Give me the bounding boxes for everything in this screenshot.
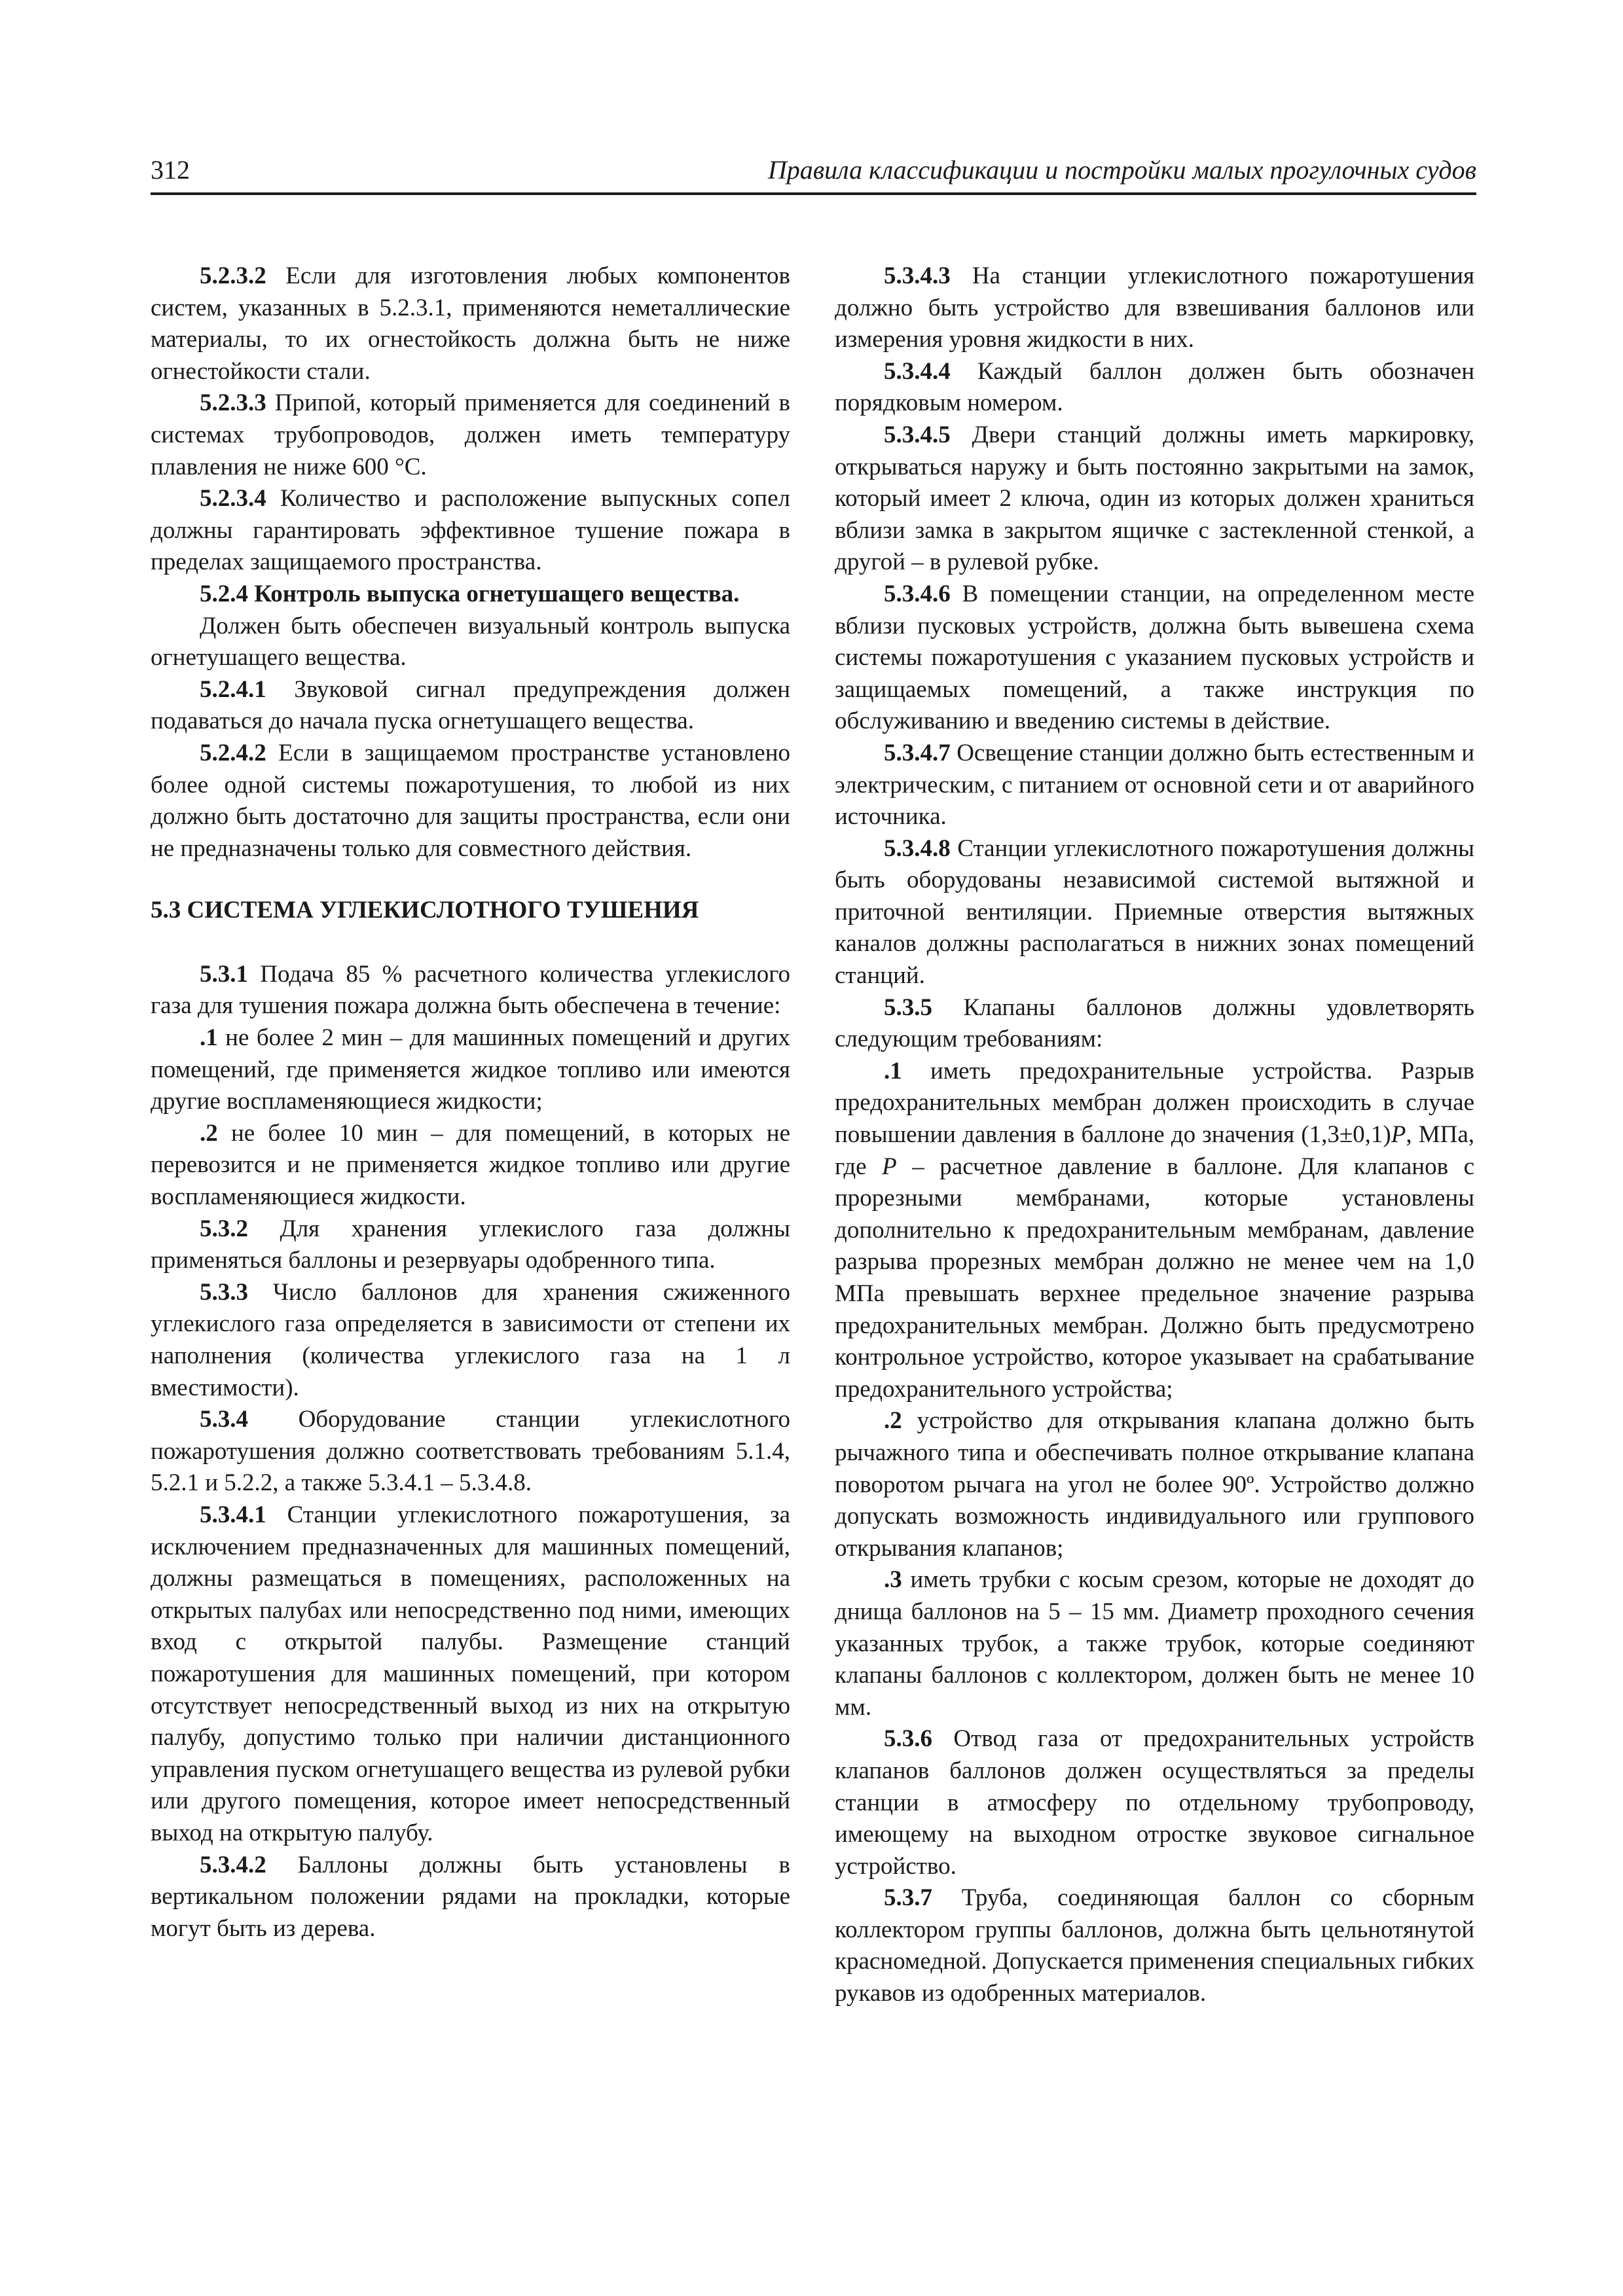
clause-number: 5.3.5 <box>884 994 932 1021</box>
clause-number: 5.3.2 <box>200 1215 248 1242</box>
item-text: , МПа, где <box>835 1121 1474 1180</box>
paragraph-5-3-6 <box>835 1723 1474 1882</box>
paragraph-text: Баллоны должны быть установлены в вертикальном положении рядами на прокладки, которые могут быть из дерева. <box>151 1851 790 1942</box>
clause-number: 5.2.3.4 <box>200 485 266 512</box>
paragraph-5-3-4-4 <box>835 356 1474 420</box>
paragraph-5-3-4-3 <box>835 260 1474 356</box>
clause-number: 5.2.3.3 <box>200 389 266 417</box>
clause-number: 5.3.4.3 <box>884 262 951 289</box>
paragraph-5-2-4-text: Должен быть обеспечен визуальный контроль выпуска огнетушащего вещества. <box>151 612 790 672</box>
clause-number: 5.3.4.4 <box>884 357 951 385</box>
clause-number: 5.2.4.2 <box>200 739 266 766</box>
paragraph-5-3-5 <box>835 992 1474 1056</box>
paragraph-5-2-3-2 <box>151 260 790 387</box>
clause-number: 5.2.4 <box>200 580 248 607</box>
item-number: .3 <box>884 1566 902 1594</box>
clause-number: 5.3.4.2 <box>200 1851 266 1878</box>
variable-p: P <box>882 1153 897 1180</box>
paragraph-text: Труба, соединяющая баллон со сборным коллектором группы баллонов, должна быть цельнотянутой красномедной. Допускается применения специальных гибких рукавов из одобренных материалов. <box>835 1884 1474 2007</box>
paragraph-5-2-4-1 <box>151 674 790 738</box>
paragraph-5-3-4-8 <box>835 833 1474 992</box>
variable-p: P <box>1391 1121 1406 1149</box>
item-text: – расчетное давление в баллоне. Для клапанов с прорезными мембранами, которые установлены дополнительно к предохранительным мембранам, давление разрыва прорезных мембран должно не менее чем на 1,0 МПа превышать верхнее предельное значение разрыва предохранительных мембран. Должно быть предусмотрено контрольное устройство, которое указывает на срабатывание предохранительного устройства; <box>835 1153 1474 1403</box>
paragraph-text: Клапаны баллонов должны удовлетворять следующим требованиям: <box>835 994 1474 1053</box>
paragraph-text: Отвод газа от предохранительных устройств клапанов баллонов должен осуществляться за пределы станции в атмосферу по отдельному трубопроводу, имеющему на выходном отростке звуковое сигнальное устройство. <box>835 1725 1474 1880</box>
paragraph-5-3-7 <box>835 1882 1474 2009</box>
clause-number: 5.3.4.5 <box>884 421 951 448</box>
paragraph-text: Звуковой сигнал предупреждения должен подаваться до начала пуска огнетушащего вещества. <box>151 675 790 735</box>
paragraph-text: Освещение станции должно быть естественным и электрическим, с питанием от основной сети и от аварийного источника. <box>835 739 1474 831</box>
paragraph-text: Для хранения углекислого газа должны применяться баллоны и резервуары одобренного типа. <box>151 1215 790 1274</box>
list-item-3 <box>835 1564 1474 1723</box>
list-item-2 <box>835 1405 1474 1564</box>
list-item-1 <box>151 1022 790 1118</box>
paragraph-5-2-4-title <box>151 579 790 611</box>
paragraph-5-3-1 <box>151 959 790 1022</box>
paragraph-text: Каждый баллон должен быть обозначен порядковым номером. <box>835 357 1474 417</box>
clause-number: 5.3.6 <box>884 1725 932 1753</box>
paragraph-text: Станции углекислотного пожаротушения, за исключением предназначенных для машинных помещений, должны размещаться в помещениях, расположенных на открытых палубах или непосредственно под ними, имеющих вход с открытой палубы. Размещение станций пожаротушения для машинных помещений, при котором отсутствует непосредственный выход из них на открытую палубу, допустимо только при наличии дистанционного управления пуском огнетушащего вещества из рулевой рубки или другого помещения, которое имеет непосредственный выход на открытую палубу. <box>151 1501 790 1846</box>
item-text: иметь трубки с косым срезом, которые не доходят до днища баллонов на 5 – 15 мм. Диаметр проходного сечения указанных трубок, а также трубок, которые соединяют клапаны баллонов с коллектором, должен быть не менее 10 мм. <box>835 1566 1474 1721</box>
paragraph-text: Припой, который применяется для соединений в системах трубопроводов, должен иметь температуру плавления не ниже 600 °С. <box>151 389 790 480</box>
item-number: .1 <box>884 1057 902 1085</box>
running-header <box>151 154 1476 195</box>
clause-number: 5.3.4.7 <box>884 739 951 766</box>
list-item-2 <box>151 1118 790 1213</box>
paragraph-5-2-3-3 <box>151 387 790 483</box>
paragraph-5-3-2 <box>151 1213 790 1277</box>
section-heading: 5.3 СИСТЕМА УГЛЕКИСЛОТНОГО ТУШЕНИЯ <box>151 897 699 924</box>
paragraph-5-3-4-7 <box>835 738 1474 833</box>
item-text: устройство для открывания клапана должно быть рычажного типа и обеспечивать полное открывание клапана поворотом рычага на угол не более 90º. Устройство должно допускать возможность индивидуального или группового открывания клапанов; <box>835 1407 1474 1562</box>
paragraph-text: Двери станций должны иметь маркировку, открываться наружу и быть постоянно закрытыми на замок, который имеет 2 ключа, один из которых должен храниться вблизи замка в закрытом ящичке с застекленной стенкой, а другой – в рулевой рубке. <box>835 421 1474 576</box>
paragraph-5-3-4 <box>151 1404 790 1499</box>
paragraph-5-2-4-2 <box>151 738 790 865</box>
clause-number: 5.3.4.1 <box>200 1501 266 1528</box>
clause-number: 5.3.4.6 <box>884 580 951 607</box>
item-number: .1 <box>200 1024 218 1052</box>
paragraph-text: Количество и расположение выпускных сопел должны гарантировать эффективное тушение пожара в пределах защищаемого пространства. <box>151 485 790 576</box>
item-number: .2 <box>200 1119 218 1147</box>
paragraph-text: Если для изготовления любых компонентов систем, указанных в 5.2.3.1, применяются неметаллические материалы, то их огнестойкость должна быть не ниже огнестойкости стали. <box>151 262 790 385</box>
paragraph-text: Оборудование станции углекислотного пожаротушения должно соответствовать требованиям 5.1.4, 5.2.1 и 5.2.2, а также 5.3.4.1 – 5.3.4.8. <box>151 1406 790 1497</box>
right-column <box>835 260 1474 2010</box>
paragraph-5-2-3-4 <box>151 483 790 579</box>
item-number: .2 <box>884 1407 902 1435</box>
clause-title: Контроль выпуска огнетушащего вещества. <box>248 580 740 607</box>
paragraph-text: Если в защищаемом пространстве установлено более одной системы пожаротушения, то любой из них должно быть достаточно для защиты пространства, если они не предназначены только для совместного действия. <box>151 739 790 862</box>
list-item-1 <box>835 1056 1474 1406</box>
clause-number: 5.3.4 <box>200 1406 248 1433</box>
paragraph-5-3-4-2 <box>151 1850 790 1945</box>
paragraph-5-3-4-1 <box>151 1499 790 1850</box>
paragraph-text: Число баллонов для хранения сжиженного углекислого газа определяется в зависимости от степени их наполнения (количества углекислого газа на 1 л вместимости). <box>151 1278 790 1401</box>
paragraph-text: В помещении станции, на определенном месте вблизи пусковых устройств, должна быть вывешена схема системы пожаротушения с указанием пусковых устройств и защищаемых помещений, а также инструкция по обслуживанию и введению системы в действие. <box>835 580 1474 735</box>
item-text: иметь предохранительные устройства. Разрыв предохранительных мембран должен происходить в случае повышении давления в баллоне до значения (1,3±0,1) <box>835 1057 1474 1149</box>
clause-number: 5.3.3 <box>200 1278 248 1306</box>
left-column <box>151 260 790 1945</box>
running-title: Правила классификации и постройки малых прогулочных судов <box>767 155 1476 185</box>
clause-number: 5.2.3.2 <box>200 262 266 289</box>
clause-number: 5.2.4.1 <box>200 675 266 703</box>
item-text: не более 2 мин – для машинных помещений и других помещений, где применяется жидкое топливо или имеются другие воспламеняющиеся жидкости; <box>151 1024 790 1115</box>
paragraph-text: На станции углекислотного пожаротушения должно быть устройство для взвешивания баллонов или измерения уровня жидкости в них. <box>835 262 1474 353</box>
paragraph-5-3-4-5 <box>835 420 1474 579</box>
paragraph-5-3-3 <box>151 1277 790 1404</box>
paragraph-text: Станции углекислотного пожаротушения должны быть оборудованы независимой системой вытяжной и приточной вентиляции. Приемные отверстия вытяжных каналов должны располагаться в нижних зонах помещений станций. <box>835 834 1474 990</box>
paragraph-5-3-4-6 <box>835 579 1474 738</box>
page-number: 312 <box>151 155 190 185</box>
clause-number: 5.3.1 <box>200 960 248 988</box>
clause-number: 5.3.7 <box>884 1884 932 1912</box>
clause-number: 5.3.4.8 <box>884 834 951 862</box>
paragraph-text: Подача 85 % расчетного количества углекислого газа для тушения пожара должна быть обеспечена в течение: <box>151 960 790 1020</box>
item-text: не более 10 мин – для помещений, в которых не перевозится и не применяется жидкое топливо или другие воспламеняющиеся жидкости. <box>151 1119 790 1211</box>
